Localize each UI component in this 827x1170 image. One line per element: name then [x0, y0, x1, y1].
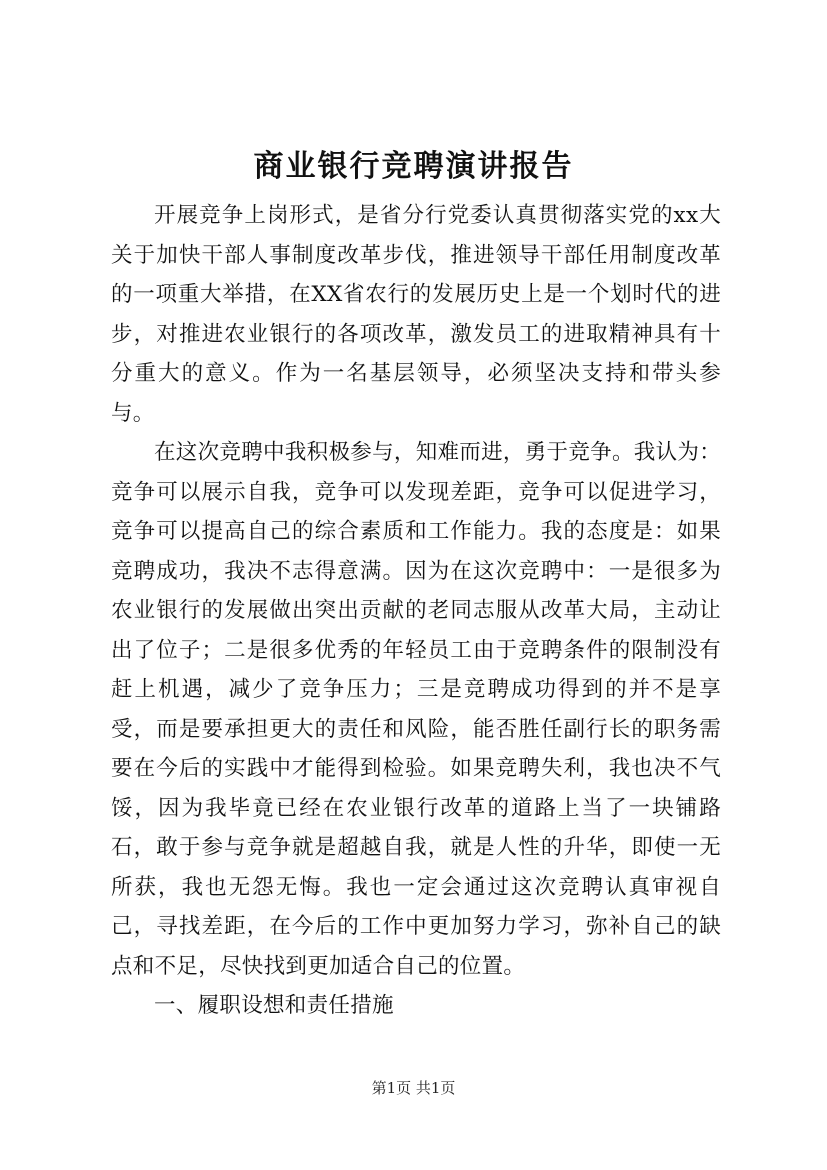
- paragraph-1: 开展竞争上岗形式，是省分行党委认真贯彻落实党的xx大关于加快干部人事制度改革步伐，推进领导干部任用制度改革的一项重大举措，在XX省农行的发展历史上是一个划时代的进步，对推进农业银行的各项改革，激发员工的进取精神具有十分重大的意义。作为一名基层领导，必须坚决支持和带头参与。: [111, 203, 721, 426]
- page-number-footer: 第1页 共1页: [371, 1079, 456, 1097]
- section-heading: 一、履职设想和责任措施: [154, 993, 394, 1018]
- paragraph-2: 在这次竞聘中我积极参与，知难而进，勇于竞争。我认为：竞争可以展示自我，竞争可以发现差距，竞争可以促进学习，竞争可以提高自己的综合素质和工作能力。我的态度是：如果竞聘成功，我决不志得意满。因为在这次竞聘中：一是很多为农业银行的发展做出突出贡献的老同志服从改革大局，主动让出了位子；二是很多优秀的年轻员工由于竞聘条件的限制没有赶上机遇，减少了竞争压力；三是竞聘成功得到的并不是享受，而是要承担更大的责任和风险，能否胜任副行长的职务需要在今后的实践中才能得到检验。如果竞聘失利，我也决不气馁，因为我毕竟已经在农业银行改革的道路上当了一块铺路石，敢于参与竞争就是超越自我，就是人性的升华，即使一无所获，我也无怨无悔。我也一定会通过这次竞聘认真审视自己，寻找差距，在今后的工作中更加努力学习，弥补自己的缺点和不足，尽快找到更加适合自己的位置。: [111, 440, 721, 979]
- document-body: [111, 196, 721, 1026]
- document-title: 商业银行竞聘演讲报告: [253, 149, 574, 184]
